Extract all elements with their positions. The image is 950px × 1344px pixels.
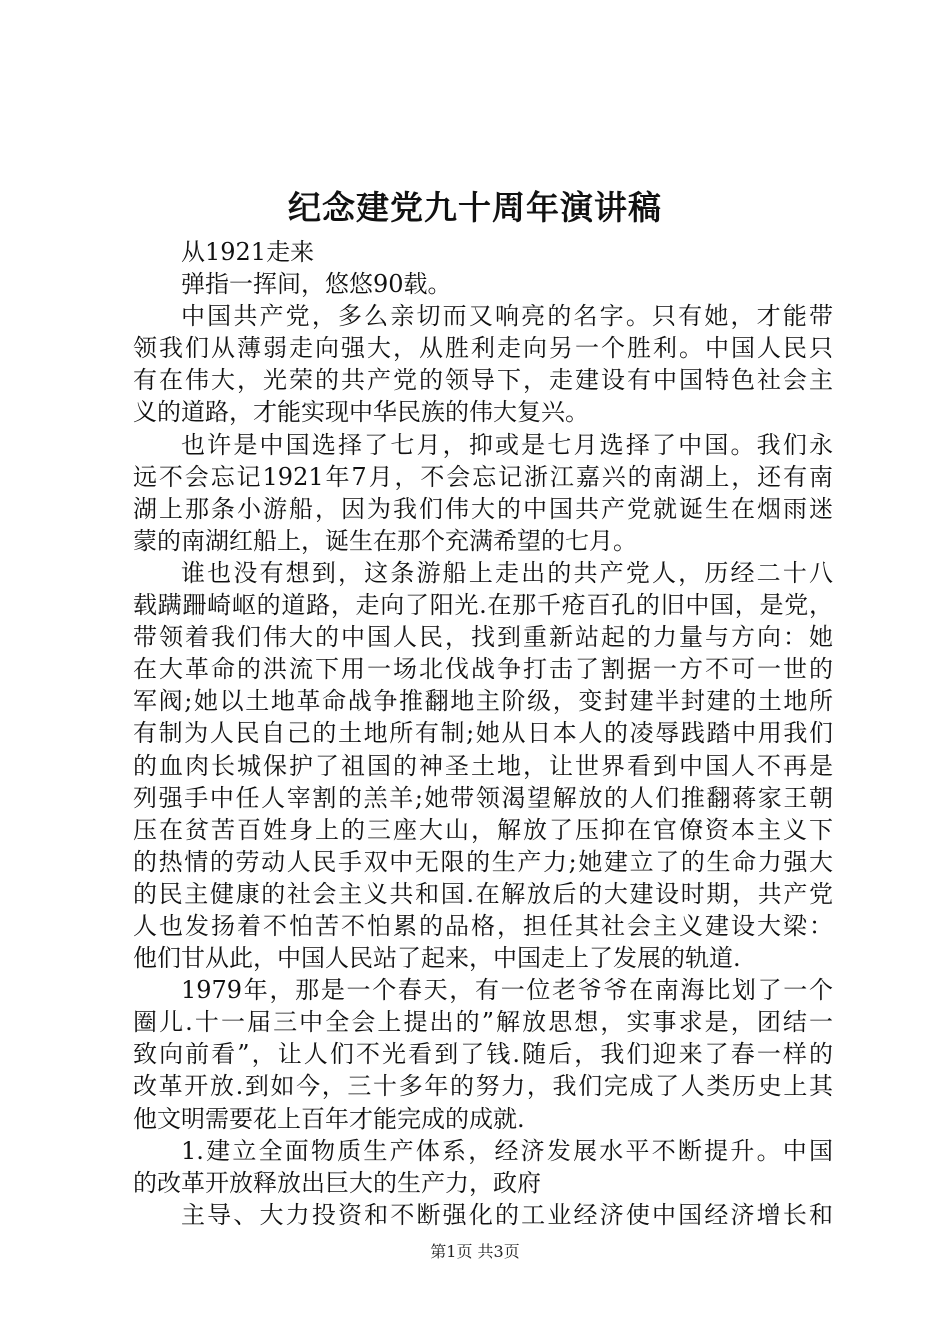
text-line: 载蹒跚崎岖的道路，走向了阳光.在那千疮百孔的旧中国，是党， [133, 591, 833, 620]
text-line: 蒙的南湖红船上，诞生在那个充满希望的七月。 [133, 526, 637, 555]
text-line: 改革开放.到如今，三十多年的努力，我们完成了人类历史上其 [133, 1072, 833, 1101]
text-line: 弹指一挥间，悠悠90载。 [181, 270, 452, 299]
text-line: 中国共产党，多么亲切而又响亮的名字。只有她，才能带 [181, 302, 833, 331]
text-line: 湖上那条小游船，因为我们伟大的中国共产党就诞生在烟雨迷 [133, 494, 833, 523]
text-line: 领我们从薄弱走向强大，从胜利走向另一个胜利。中国人民只 [133, 334, 833, 363]
text-line: 的血肉长城保护了祖国的神圣土地，让世界看到中国人不再是 [133, 751, 833, 780]
text-line: 的改革开放释放出巨大的生产力，政府 [133, 1168, 541, 1197]
text-line: 压在贫苦百姓身上的三座大山，解放了压抑在官僚资本主义下 [133, 815, 833, 844]
text-line: 远不会忘记1921年7月，不会忘记浙江嘉兴的南湖上，还有南 [133, 462, 833, 491]
text-line: 他文明需要花上百年才能完成的成就. [133, 1104, 525, 1133]
text-line: 列强手中任人宰割的羔羊;她带领渴望解放的人们推翻蒋家王朝 [133, 783, 833, 812]
text-line: 有在伟大，光荣的共产党的领导下，走建设有中国特色社会主 [133, 366, 833, 395]
text-line: 的热情的劳动人民手双中无限的生产力;她建立了的生命力强大 [133, 847, 833, 876]
document-body [133, 236, 833, 1231]
text-line: 1.建立全面物质生产体系，经济发展水平不断提升。中国 [181, 1136, 833, 1165]
text-line: 主导、大力投资和不断强化的工业经济使中国经济增长和 [181, 1200, 833, 1229]
document-title: 纪念建党九十周年演讲稿 [288, 188, 662, 227]
text-line: 致向前看”，让人们不光看到了钱.随后，我们迎来了春一样的 [133, 1040, 833, 1069]
text-line: 带领着我们伟大的中国人民，找到重新站起的力量与方向：她 [133, 623, 833, 652]
text-line: 的民主健康的社会主义共和国.在解放后的大建设时期，共产党 [133, 879, 833, 908]
text-line: 也许是中国选择了七月，抑或是七月选择了中国。我们永 [181, 430, 833, 459]
text-line: 在大革命的洪流下用一场北伐战争打击了割据一方不可一世的 [133, 655, 833, 684]
text-line: 义的道路，才能实现中华民族的伟大复兴。 [133, 398, 589, 427]
page-footer: 第1页 共3页 [430, 1242, 520, 1261]
text-line: 人也发扬着不怕苦不怕累的品格，担任其社会主义建设大梁： [133, 911, 833, 940]
text-line: 军阀;她以土地革命战争推翻地主阶级，变封建半封建的土地所 [133, 687, 833, 716]
text-line: 谁也没有想到，这条游船上走出的共产党人，历经二十八 [181, 558, 833, 587]
text-line: 有制为人民自己的土地所有制;她从日本人的凌辱践踏中用我们 [133, 719, 833, 748]
text-line: 从1921走来 [181, 238, 315, 266]
text-line: 1979年，那是一个春天，有一位老爷爷在南海比划了一个 [181, 976, 833, 1005]
text-line: 圈儿.十一届三中全会上提出的”解放思想，实事求是，团结一 [133, 1008, 833, 1037]
text-line: 他们甘从此，中国人民站了起来，中国走上了发展的轨道. [133, 944, 741, 973]
